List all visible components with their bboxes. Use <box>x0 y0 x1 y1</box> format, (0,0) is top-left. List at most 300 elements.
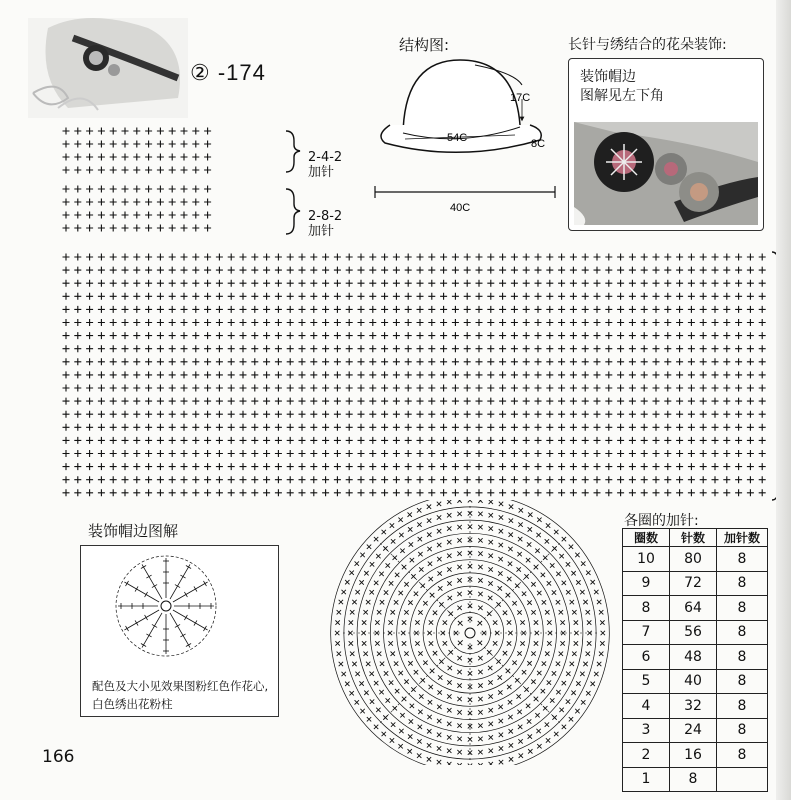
stitch-mark <box>310 371 317 378</box>
stitch-mark <box>546 306 553 313</box>
stitch-mark <box>369 254 376 261</box>
stitch-mark <box>605 463 612 470</box>
stitch-mark <box>664 319 671 326</box>
stitch-mark <box>511 437 518 444</box>
stitch-mark <box>287 463 294 470</box>
stitch-mark <box>358 450 365 457</box>
stitch-mark <box>181 154 188 161</box>
flower-decoration-title: 长针与绣结合的花朵装饰: <box>568 37 727 53</box>
stitch-mark <box>251 463 258 470</box>
stitch-mark <box>169 306 176 313</box>
stitch-mark <box>440 398 447 405</box>
table-row <box>623 645 768 670</box>
stitch-mark <box>523 267 530 274</box>
single-crochet-mark <box>341 590 345 594</box>
stitch-bar <box>203 581 206 586</box>
stitch-mark <box>63 489 70 496</box>
increase-rule-2: 2-8-2 <box>308 209 343 224</box>
single-crochet-mark <box>498 675 502 679</box>
stitch-mark <box>334 306 341 313</box>
single-crochet-mark <box>447 526 451 530</box>
stitch-mark <box>334 398 341 405</box>
stitch-mark <box>428 280 435 287</box>
stitch-mark <box>263 267 270 274</box>
stitch-mark <box>74 254 81 261</box>
stitch-mark <box>145 186 152 193</box>
stitch-mark <box>204 345 211 352</box>
stitch-mark <box>216 489 223 496</box>
single-crochet-mark <box>429 685 433 689</box>
single-crochet-mark <box>517 567 521 571</box>
stitch-mark <box>464 293 471 300</box>
stitch-mark <box>605 267 612 274</box>
single-crochet-mark <box>438 586 442 590</box>
single-crochet-mark <box>391 610 395 614</box>
stitch-mark <box>216 463 223 470</box>
stitch-mark <box>558 463 565 470</box>
single-crochet-mark <box>508 715 512 719</box>
single-crochet-mark <box>447 513 451 517</box>
stitch-mark <box>145 167 152 174</box>
stitch-mark <box>310 424 317 431</box>
stitch-mark <box>299 424 306 431</box>
single-crochet-mark <box>427 532 431 536</box>
stitch-mark <box>86 254 93 261</box>
stitch-mark <box>110 306 117 313</box>
stitch-mark <box>181 128 188 135</box>
single-crochet-mark <box>599 610 603 614</box>
stitch-mark <box>735 437 742 444</box>
stitch-mark <box>605 306 612 313</box>
stitch-mark <box>664 385 671 392</box>
stitch-mark <box>594 358 601 365</box>
stitch-mark <box>240 437 247 444</box>
single-crochet-mark <box>350 652 354 656</box>
single-crochet-mark <box>522 670 526 674</box>
stitch-mark <box>240 411 247 418</box>
stitch-mark <box>487 411 494 418</box>
stitch-mark <box>405 437 412 444</box>
stitch-mark <box>310 280 317 287</box>
stitch-mark <box>74 358 81 365</box>
stitch-mark <box>240 489 247 496</box>
stitch-mark <box>499 371 506 378</box>
table-cell: 8 <box>717 620 768 645</box>
stitch-mark <box>747 280 754 287</box>
stitch-mark <box>464 385 471 392</box>
stitch-mark <box>334 385 341 392</box>
stitch-mark <box>181 437 188 444</box>
stitch-mark <box>641 371 648 378</box>
table-cell: 8 <box>717 669 768 694</box>
stitch-mark <box>110 345 117 352</box>
stitch-mark <box>452 267 459 274</box>
stitch-mark <box>63 398 70 405</box>
stitch-mark <box>428 398 435 405</box>
stitch-mark <box>464 306 471 313</box>
stitch-mark <box>169 398 176 405</box>
stitch-mark <box>98 128 105 135</box>
stitch-mark <box>735 450 742 457</box>
stitch-mark <box>629 319 636 326</box>
stitch-mark <box>759 424 766 431</box>
single-crochet-mark <box>447 749 451 753</box>
single-crochet-mark <box>562 581 566 585</box>
stitch-mark <box>310 437 317 444</box>
single-crochet-mark <box>590 682 594 686</box>
single-crochet-mark <box>374 725 378 729</box>
stitch-mark <box>676 424 683 431</box>
stitch-mark <box>546 450 553 457</box>
single-crochet-mark <box>339 600 343 604</box>
stitch-mark <box>676 411 683 418</box>
single-crochet-mark <box>359 580 363 584</box>
stitch-mark <box>263 437 270 444</box>
stitch-mark <box>759 267 766 274</box>
stitch-mark <box>487 450 494 457</box>
stitch-mark <box>617 398 624 405</box>
stitch-mark <box>641 437 648 444</box>
stitch-mark <box>287 411 294 418</box>
stitch-mark <box>287 306 294 313</box>
stitch-mark <box>358 476 365 483</box>
single-crochet-mark <box>562 537 566 541</box>
stitch-bar <box>145 592 148 597</box>
table-row <box>623 743 768 768</box>
stitch-mark <box>464 371 471 378</box>
stitch-mark <box>86 476 93 483</box>
stitch-mark <box>346 319 353 326</box>
stitch-mark <box>204 225 211 232</box>
stitch-mark <box>558 306 565 313</box>
table-cell: 8 <box>717 645 768 670</box>
table-row <box>623 718 768 743</box>
stitch-mark <box>653 476 660 483</box>
stitch-mark <box>546 411 553 418</box>
stitch-mark <box>464 398 471 405</box>
stitch-mark <box>216 398 223 405</box>
stitch-mark <box>310 267 317 274</box>
stitch-mark <box>688 398 695 405</box>
single-crochet-mark <box>457 578 461 582</box>
single-crochet-mark <box>349 691 353 695</box>
stitch-mark <box>511 306 518 313</box>
stitch-mark <box>275 267 282 274</box>
stitch-mark <box>86 141 93 148</box>
stitch-mark <box>393 293 400 300</box>
stitch-mark <box>145 463 152 470</box>
stitch-mark <box>310 306 317 313</box>
single-crochet-mark <box>541 573 545 577</box>
single-crochet-mark <box>415 620 419 624</box>
stitch-mark <box>594 267 601 274</box>
stitch-mark <box>133 332 140 339</box>
stitch-mark <box>98 167 105 174</box>
single-crochet-mark <box>390 523 394 527</box>
stitch-mark <box>263 371 270 378</box>
stitch-mark <box>204 306 211 313</box>
table-cell: 7 <box>623 620 670 645</box>
stitch-mark <box>499 424 506 431</box>
single-crochet-mark <box>537 744 541 748</box>
single-crochet-mark <box>542 600 546 604</box>
stitch-mark <box>381 345 388 352</box>
stitch-mark <box>287 437 294 444</box>
stitch-mark <box>122 476 129 483</box>
stitch-mark <box>617 437 624 444</box>
stitch-mark <box>676 280 683 287</box>
single-crochet-mark <box>518 739 522 743</box>
stitch-bar <box>126 626 129 631</box>
stitch-mark <box>735 306 742 313</box>
stitch-mark <box>393 463 400 470</box>
stitch-mark <box>263 411 270 418</box>
stitch-mark <box>74 371 81 378</box>
single-crochet-mark <box>528 527 532 531</box>
single-crochet-mark <box>488 596 492 600</box>
table-cell: 48 <box>670 645 717 670</box>
table-cell: 8 <box>623 596 670 621</box>
stitch-mark <box>641 358 648 365</box>
single-crochet-mark <box>597 662 601 666</box>
stitch-mark <box>523 345 530 352</box>
stitch-mark <box>369 332 376 339</box>
single-crochet-mark <box>355 672 359 676</box>
single-crochet-mark <box>531 680 535 684</box>
stitch-mark <box>240 306 247 313</box>
increase-group-2 <box>308 209 342 239</box>
single-crochet-mark <box>408 512 412 516</box>
stitch-mark <box>122 385 129 392</box>
increase-label-2: 加针 <box>308 224 335 239</box>
single-crochet-mark <box>374 581 378 585</box>
stitch-mark <box>676 437 683 444</box>
stitch-mark <box>216 306 223 313</box>
stitch-mark <box>86 358 93 365</box>
stitch-mark <box>570 319 577 326</box>
stitch-mark <box>617 385 624 392</box>
stitch-mark <box>63 254 70 261</box>
single-crochet-mark <box>571 691 575 695</box>
stitch-mark <box>110 450 117 457</box>
stitch-mark <box>393 437 400 444</box>
stitch-bar <box>152 585 157 588</box>
single-crochet-mark <box>349 571 353 575</box>
stitch-mark <box>98 371 105 378</box>
single-crochet-mark <box>545 539 549 543</box>
stitch-mark <box>452 280 459 287</box>
stitch-mark <box>181 371 188 378</box>
stitch-mark <box>405 280 412 287</box>
stitch-bar <box>184 615 187 620</box>
stitch-mark <box>594 424 601 431</box>
single-crochet-mark <box>552 671 556 675</box>
stitch-mark <box>664 463 671 470</box>
stitch-mark <box>629 358 636 365</box>
stitch-mark <box>700 319 707 326</box>
table-header-increase: 加针数 <box>717 529 768 547</box>
single-crochet-mark <box>447 722 451 726</box>
stitch-mark <box>582 332 589 339</box>
stitch-mark <box>181 411 188 418</box>
stitch-mark <box>676 345 683 352</box>
stitch-mark <box>145 225 152 232</box>
single-crochet-mark <box>489 762 493 765</box>
stitch-mark <box>617 332 624 339</box>
stitch-mark <box>204 199 211 206</box>
stitch-mark <box>381 280 388 287</box>
stitch-mark <box>275 385 282 392</box>
stitch-mark <box>228 385 235 392</box>
single-crochet-mark <box>488 666 492 670</box>
stitch-mark <box>110 411 117 418</box>
stitch-mark <box>464 437 471 444</box>
stitch-mark <box>452 437 459 444</box>
stitch-mark <box>192 254 199 261</box>
stitch-mark <box>759 450 766 457</box>
single-crochet-mark <box>562 725 566 729</box>
stitch-mark <box>63 424 70 431</box>
single-crochet-mark <box>546 523 550 527</box>
stitch-mark <box>440 358 447 365</box>
single-crochet-mark <box>337 610 341 614</box>
stitch-mark <box>452 476 459 483</box>
stitch-mark <box>98 141 105 148</box>
stitch-mark <box>157 463 164 470</box>
stitch-mark <box>86 186 93 193</box>
table-cell: 8 <box>717 547 768 572</box>
stitch-mark <box>546 332 553 339</box>
stitch-mark <box>594 280 601 287</box>
stitch-mark <box>759 254 766 261</box>
stitch-mark <box>712 385 719 392</box>
single-crochet-mark <box>418 710 422 714</box>
stitch-mark <box>428 476 435 483</box>
stitch-mark <box>487 254 494 261</box>
stitch-mark <box>263 463 270 470</box>
stitch-mark <box>346 371 353 378</box>
single-crochet-mark <box>447 762 451 765</box>
single-crochet-mark <box>437 502 441 506</box>
stitch-mark <box>369 424 376 431</box>
stitch-mark <box>299 280 306 287</box>
stitch-mark <box>169 385 176 392</box>
round-5 <box>401 564 539 702</box>
single-crochet-mark <box>362 620 366 624</box>
table-cell: 72 <box>670 571 717 596</box>
stitch-mark <box>594 371 601 378</box>
stitch-mark <box>405 424 412 431</box>
stitch-mark <box>440 450 447 457</box>
stitch-mark <box>369 489 376 496</box>
stitch-mark <box>145 267 152 274</box>
single-crochet-mark <box>478 606 482 610</box>
stitch-mark <box>63 212 70 219</box>
stitch-mark <box>417 437 424 444</box>
stitch-mark <box>299 476 306 483</box>
single-crochet-mark <box>528 734 532 738</box>
single-crochet-mark <box>457 750 461 754</box>
stitch-mark <box>594 476 601 483</box>
stitch-mark <box>98 280 105 287</box>
single-crochet-mark <box>518 537 522 541</box>
stitch-mark <box>735 358 742 365</box>
stitch-mark <box>346 424 353 431</box>
stitch-mark <box>228 411 235 418</box>
single-crochet-mark <box>583 662 587 666</box>
stitch-mark <box>145 128 152 135</box>
stitch-mark <box>63 437 70 444</box>
stitch-mark <box>98 319 105 326</box>
stitch-mark <box>546 358 553 365</box>
stitch-mark <box>110 489 117 496</box>
stitch-mark <box>133 385 140 392</box>
stitch-mark <box>405 332 412 339</box>
stitch-mark <box>216 358 223 365</box>
stitch-mark <box>629 293 636 300</box>
stitch-mark <box>86 293 93 300</box>
stitch-mark <box>228 319 235 326</box>
stitch-mark <box>629 411 636 418</box>
stitch-mark <box>204 424 211 431</box>
stitch-mark <box>86 154 93 161</box>
stitch-mark <box>594 332 601 339</box>
stitch-mark <box>122 280 129 287</box>
stitch-mark <box>240 293 247 300</box>
single-crochet-mark <box>512 661 516 665</box>
stitch-mark <box>74 141 81 148</box>
stitch-mark <box>251 424 258 431</box>
stitch-mark <box>110 371 117 378</box>
stitch-mark <box>417 280 424 287</box>
stitch-mark <box>487 398 494 405</box>
stitch-mark <box>334 345 341 352</box>
stitch-mark <box>499 332 506 339</box>
increase-table-title: 各圈的加针: <box>624 513 699 529</box>
stitch-mark <box>322 306 329 313</box>
stitch-mark <box>688 463 695 470</box>
stitch-mark <box>476 437 483 444</box>
edge-chart-note-line1: 配色及大小见效果图粉红色作花心, <box>92 679 269 693</box>
stitch-mark <box>570 358 577 365</box>
single-crochet-mark <box>447 680 451 684</box>
stitch-mark <box>346 332 353 339</box>
stitch-mark <box>204 186 211 193</box>
single-crochet-mark <box>447 694 451 698</box>
stitch-mark <box>440 345 447 352</box>
stitch-mark <box>216 476 223 483</box>
stitch-mark <box>322 489 329 496</box>
stitch-mark <box>204 212 211 219</box>
stitch-mark <box>358 489 365 496</box>
single-crochet-mark <box>507 577 511 581</box>
single-crochet-mark <box>468 500 472 502</box>
stitch-mark <box>735 489 742 496</box>
single-crochet-mark <box>457 683 461 687</box>
single-crochet-mark <box>581 561 585 565</box>
single-crochet-mark <box>570 600 574 604</box>
stitch-mark <box>263 489 270 496</box>
stitch-mark <box>228 254 235 261</box>
stitch-mark <box>74 128 81 135</box>
stitch-mark <box>487 280 494 287</box>
stitch-mark <box>86 306 93 313</box>
stitch-mark <box>145 371 152 378</box>
stitch-mark <box>747 437 754 444</box>
stitch-mark <box>605 254 612 261</box>
increase-table <box>622 528 768 792</box>
stitch-mark <box>369 411 376 418</box>
